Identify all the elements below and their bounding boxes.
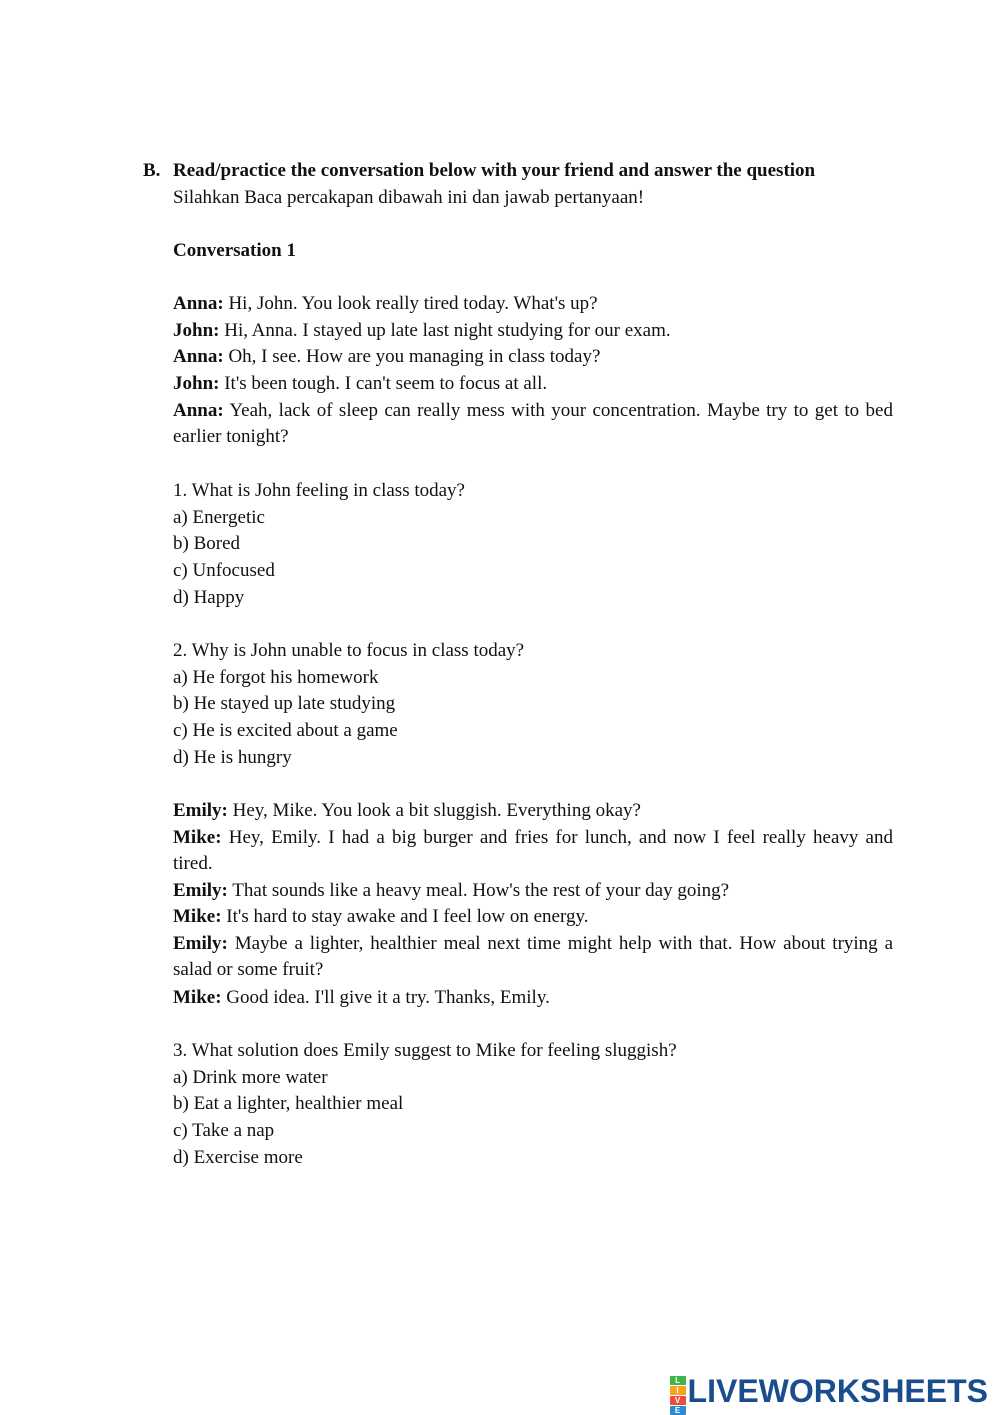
dialogue-line — [173, 878, 893, 904]
speaker-name: Mike: — [173, 906, 222, 927]
answer-option: d) He is hungry — [173, 747, 292, 768]
speaker-name: Anna: — [173, 293, 224, 314]
answer-option: d) Happy — [173, 587, 245, 608]
answer-option: c) He is excited about a game — [173, 720, 398, 741]
speaker-name: John: — [173, 373, 220, 394]
dialogue-text: Maybe a lighter, healthier meal next time might help with that. How about trying a salad or some fruit? — [173, 933, 893, 980]
question-prompt: 3. What solution does Emily suggest to Mike for feeling sluggish? — [173, 1040, 677, 1061]
speaker-name: Emily: — [173, 880, 228, 901]
answer-option: a) Drink more water — [173, 1067, 328, 1088]
dialogue-line — [173, 904, 893, 930]
dialogue-text: That sounds like a heavy meal. How's the rest of your day going? — [227, 880, 730, 901]
dialogue-line — [173, 318, 893, 344]
dialogue-line — [173, 798, 893, 824]
answer-option: c) Unfocused — [173, 560, 275, 581]
dialogue-text: Hi, Anna. I stayed up late last night studying for our exam. — [219, 320, 671, 341]
speaker-name: Anna: — [173, 346, 224, 367]
liveworksheets-icon — [670, 1375, 686, 1415]
answer-option: b) Eat a lighter, healthier meal — [173, 1093, 404, 1114]
answer-option: d) Exercise more — [173, 1147, 303, 1168]
logo-letter-l: L — [670, 1376, 686, 1385]
dialogue-line — [173, 825, 893, 877]
dialogue-text: Yeah, lack of sleep can really mess with your concentration. Maybe try to get to bed earlier tonight? — [173, 400, 893, 447]
dialogue-line — [173, 291, 893, 317]
speaker-name: Anna: — [173, 400, 224, 421]
dialogue-text: Oh, I see. How are you managing in class today? — [223, 346, 601, 367]
speaker-name: Mike: — [173, 987, 222, 1008]
dialogue-line — [173, 398, 893, 450]
speaker-name: Emily: — [173, 800, 228, 821]
speaker-name: John: — [173, 320, 220, 341]
dialogue-line — [173, 985, 893, 1011]
speaker-name: Emily: — [173, 933, 228, 954]
answer-option: c) Take a nap — [173, 1120, 275, 1141]
section-subtitle: Silahkan Baca percakapan dibawah ini dan jawab pertanyaan! — [173, 187, 645, 208]
section-letter: B. — [143, 160, 161, 181]
liveworksheets-logo[interactable] — [670, 1372, 988, 1415]
dialogue-text: It's hard to stay awake and I feel low on energy. — [221, 906, 589, 927]
section-title: Read/practice the conversation below with your friend and answer the question — [173, 160, 816, 181]
speaker-name: Mike: — [173, 827, 222, 848]
dialogue-text: Good idea. I'll give it a try. Thanks, Emily. — [221, 987, 550, 1008]
dialogue-text: Hey, Mike. You look a bit sluggish. Everything okay? — [227, 800, 641, 821]
logo-letter-e: E — [670, 1406, 686, 1415]
dialogue-text: Hey, Emily. I had a big burger and fries for lunch, and now I feel really heavy and tired. — [173, 827, 893, 874]
answer-option: b) He stayed up late studying — [173, 693, 396, 714]
dialogue-line — [173, 344, 893, 370]
logo-letter-v: V — [670, 1396, 686, 1405]
brand-name: LIVEWORKSHEETS — [687, 1372, 988, 1409]
dialogue-line — [173, 371, 893, 397]
dialogue-text: Hi, John. You look really tired today. What's up? — [223, 293, 598, 314]
question-prompt: 2. Why is John unable to focus in class today? — [173, 640, 525, 661]
question-prompt: 1. What is John feeling in class today? — [173, 480, 465, 501]
conversation-heading: Conversation 1 — [173, 240, 296, 261]
logo-letter-i: I — [670, 1386, 686, 1395]
dialogue-text: It's been tough. I can't seem to focus at all. — [219, 373, 548, 394]
dialogue-line — [173, 931, 893, 983]
answer-option: a) Energetic — [173, 507, 265, 528]
answer-option: a) He forgot his homework — [173, 667, 379, 688]
answer-option: b) Bored — [173, 533, 241, 554]
